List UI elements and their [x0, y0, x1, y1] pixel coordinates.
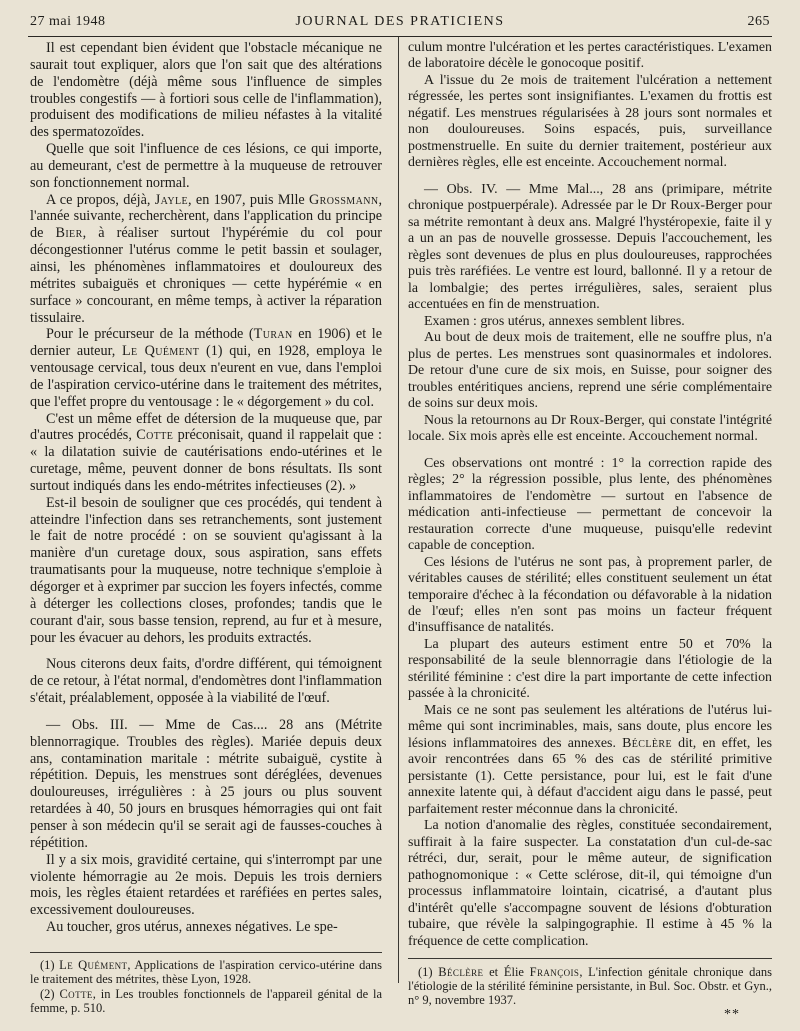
- paragraph: Au toucher, gros utérus, annexes négatives. Le spe-: [46, 919, 338, 936]
- spacer: [30, 707, 382, 717]
- paragraph: Il est cependant bien évident que l'obstacle mécanique ne saurait tout expliquer, alors que l'on sait que des altérations de l'endomètre (déjà même sous l'influence de simples troubles congestifs — à fortiori sous celle de l'inflammation), produisent des modifications de milieu néfastes à la vitalité des spermatozoïdes.: [30, 40, 382, 141]
- footnote-rule: [30, 952, 382, 953]
- footnote-rule: [408, 958, 772, 959]
- paragraph: C'est un même effet de détersion de la muqueuse que, par d'autres procédés, Cotte préconisait, quand il rappelait que : « la dilatation suivie de cautérisations endo-utérines et le curetage, même, peuvent donner de bons résultats. Ils sont surtout indiqués dans les endo-métrites infectieuses (2). »: [30, 410, 382, 494]
- paragraph: La plupart des auteurs estiment entre 50 et 70% la responsabilité de la seule blennorragie dans l'étiologie de la stérilité féminine : c'est dire la part importante de cette infection passée à la chronicité.: [408, 636, 772, 702]
- paragraph: Ces lésions de l'utérus ne sont pas, à proprement parler, de véritables causes de stérilité; elles constituent seulement un état temporaire d'échec à la fécondation ou défavorable à la nidation de l'œuf; elles n'en sont pas moins un facteur fréquent d'insuffisance de natalités.: [408, 554, 772, 636]
- paragraph: Est-il besoin de souligner que ces procédés, qui tendent à atteindre l'infection dans ses retranchements, sont justement le fait de notre procédé : on se souvient qu'agissant à la manière d'un curetage doux, sous aspiration, sans effets traumatisants pour la muqueuse, notre technique s'emploie à dégorger et à exprimer par succion les foyers infectés, comme à déterger les collections closes, profondes; tandis que le courant d'air, sous basse tension, reprend, au fur et à mesure, pour les évacuer au dehors, les produits extractés.: [30, 494, 382, 646]
- paragraph: Au bout de deux mois de traitement, elle ne souffre plus, n'a plus de pertes. Les menstrues sont quasinormales et indolores. De retour d'une cure de six mois, en Suisse, pour soigner des troubles entéritiques anciens, reprend une série complémentaire de soins sur deux mois.: [408, 330, 772, 412]
- paragraph: Mais ce ne sont pas seulement les altérations de l'utérus lui-même qui sont incriminables, mais, sans doute, plus encore les lésions inflammatoires des annexes. Béclère dit, en effet, les avoir rencontrées dans 65 % des cas de stérilité primitive persistante (1). Cette persistance, pour lui, est le fait d'une annexite latente qui, à défaut d'accident aigu dans le passé, peut parfaitement rester méconnue dans la chronicité.: [408, 702, 772, 817]
- journal-title: JOURNAL DES PRATICIENS: [295, 14, 505, 29]
- header-rule: [28, 36, 772, 37]
- page-number: 265: [747, 14, 770, 29]
- paragraph: Nous citerons deux faits, d'ordre différent, qui témoignent de ce retour, à l'état normal, d'endomètres dont l'inflammation s'était, préalablement, opposée à la viabilité de l'œuf.: [30, 656, 382, 707]
- left-column: [30, 40, 382, 936]
- author-name: Bier: [55, 225, 83, 242]
- paragraph: Il y a six mois, gravidité certaine, qui s'interrompt par une violente hémorragie au 2e mois. Depuis les trois derniers mois, les règles étaient retardées et raréfiées en pertes sales, excessivement douloureuses.: [30, 851, 382, 919]
- paragraph: La notion d'anomalie des règles, constituée secondairement, suffirait à la faire suspecter. La constatation d'un cul-de-sac rétréci, dur, serait, pour le même auteur, de signification pathognomonique : « Cette sclérose, dit-il, qui témoigne d'un processus inflammatoire lointain, cicatrisé, a d'autant plus d'intérêt qu'elle s'accompagne souvent de lésions d'obturation tubaire, que révèle la salpingographie. Il estime à 45 % la fréquence de cette complication.: [408, 818, 772, 949]
- spacer: [408, 172, 772, 182]
- paragraph: A l'issue du 2e mois de traitement l'ulcération a nettement régressée, les pertes sont insignifiantes. L'examen du frottis est négatif. Les menstrues régularisées à 28 jours sont normales et non douloureuses. Soins espacés, puis, surveillance postmenstruelle. En suite du dernier traitement, postérieur aux dernières règles, elle est enceinte. Accouchement normal.: [408, 72, 772, 171]
- footnotes-left: [30, 958, 382, 1016]
- paragraph: Nous la retournons au Dr Roux-Berger, qui constate l'intégrité locale. Six mois après elle est enceinte. Accouchement normal.: [408, 412, 772, 445]
- paragraph: Quelle que soit l'influence de ces lésions, ce qui importe, au demeurant, c'est de permettre à la muqueuse de retrouver son fonctionnement normal.: [30, 141, 382, 191]
- footnote: (1) Le Quément, Applications de l'aspiration cervico-utérine dans le traitement des métrites, thèse Lyon, 1928.: [30, 958, 382, 986]
- paragraph: Pour le précurseur de la méthode (Turan en 1906) et le dernier auteur, Le Quément (1) qui, en 1928, employa le ventousage cervical, tous deux n'eurent en vue, dans l'emploi de l'aspiration cervico-utérine dans le traitement des métrites, que l'effet propre du ventousage : le « dégorgement » du col.: [30, 326, 382, 410]
- observation-3: — Obs. III. — Mme de Cas.... 28 ans (Métrite blennorragique. Troubles des règles). Mariée depuis deux ans, contamination maritale : métrite subaiguë, cystite à répétition. Depuis, les menstrues sont déréglées, devenues douloureuses, irrégulières : à 25 jours ou plus souvent retardées à 40, 50 jours en brusques hémorragies qui ont fait penser à son médecin qu'il se serait agi de fausses-couches à répétition.: [30, 716, 382, 851]
- author-name: Grossmann: [309, 191, 379, 208]
- footnotes-right: [408, 965, 772, 1008]
- spacer: [408, 446, 772, 456]
- footnote: (2) Cotte, in Les troubles fonctionnels de l'appareil génital de la femme, p. 510.: [30, 987, 383, 1015]
- author-name: Le Quément: [121, 343, 200, 360]
- paragraph: Ces observations ont montré : 1° la correction rapide des règles; 2° la régression possible, plus lente, des phénomènes inflammatoires de l'endomètre — surtout en l'absence de médication anti-infectieuse — permettant de concevoir la restauration correcte d'une muqueuse, puisqu'elle redevint capable de conception.: [408, 455, 772, 554]
- observation-4: — Obs. IV. — Mme Mal..., 28 ans (primipare, métrite chronique postpuerpérale). Adressée par le Dr Roux-Berger pour sa métrite remontant à deux ans. Malgré l'hystéropexie, faite il y a un an pas de nouvelle grossesse. Depuis l'accouchement, les règles sont devenues de plus en plus douloureuses, rapprochées puis très raréfiées. Le ventre est lourd, ballonné. Il y a retour de la lombalgie; des pertes irrégulières, sales, seraient plus accentuées en fin de menstruation.: [408, 181, 772, 313]
- footnote: (1) Béclère et Élie François, L'infection génitale chronique dans l'étiologie de la stérilité féminine persistante, in Bul. Soc. Obstr. et Gyn., n° 9, novembre 1937.: [408, 965, 772, 1007]
- author-name: Turan: [253, 326, 293, 343]
- issue-date: 27 mai 1948: [30, 14, 106, 29]
- right-column: [408, 40, 772, 950]
- page-header: [30, 14, 770, 34]
- page-mark: **: [724, 1007, 740, 1022]
- spacer: [30, 646, 382, 656]
- author-name: Béclère: [622, 735, 672, 751]
- paragraph: culum montre l'ulcération et les pertes caractéristiques. L'examen de laboratoire décèle le gonocoque positif.: [408, 40, 772, 72]
- column-divider: [398, 37, 399, 983]
- paragraph: A ce propos, déjà, Jayle, en 1907, puis Mlle Grossmann, l'année suivante, recherchèrent, dans l'application du principe de Bier, à réaliser surtout l'hypérémie du col pour décongestionner l'utérus comme le petit bassin et soulager, ainsi, les phénomènes inflammatoires et douloureux des métrites subaiguës et chroniques — cette hypérémie « en surface » concourant, en même temps, à activer la réparation tissulaire.: [30, 191, 382, 326]
- author-name: Jayle: [154, 191, 189, 208]
- paragraph: Examen : gros utérus, annexes semblent libres.: [424, 313, 685, 329]
- author-name: Cotte: [136, 427, 174, 444]
